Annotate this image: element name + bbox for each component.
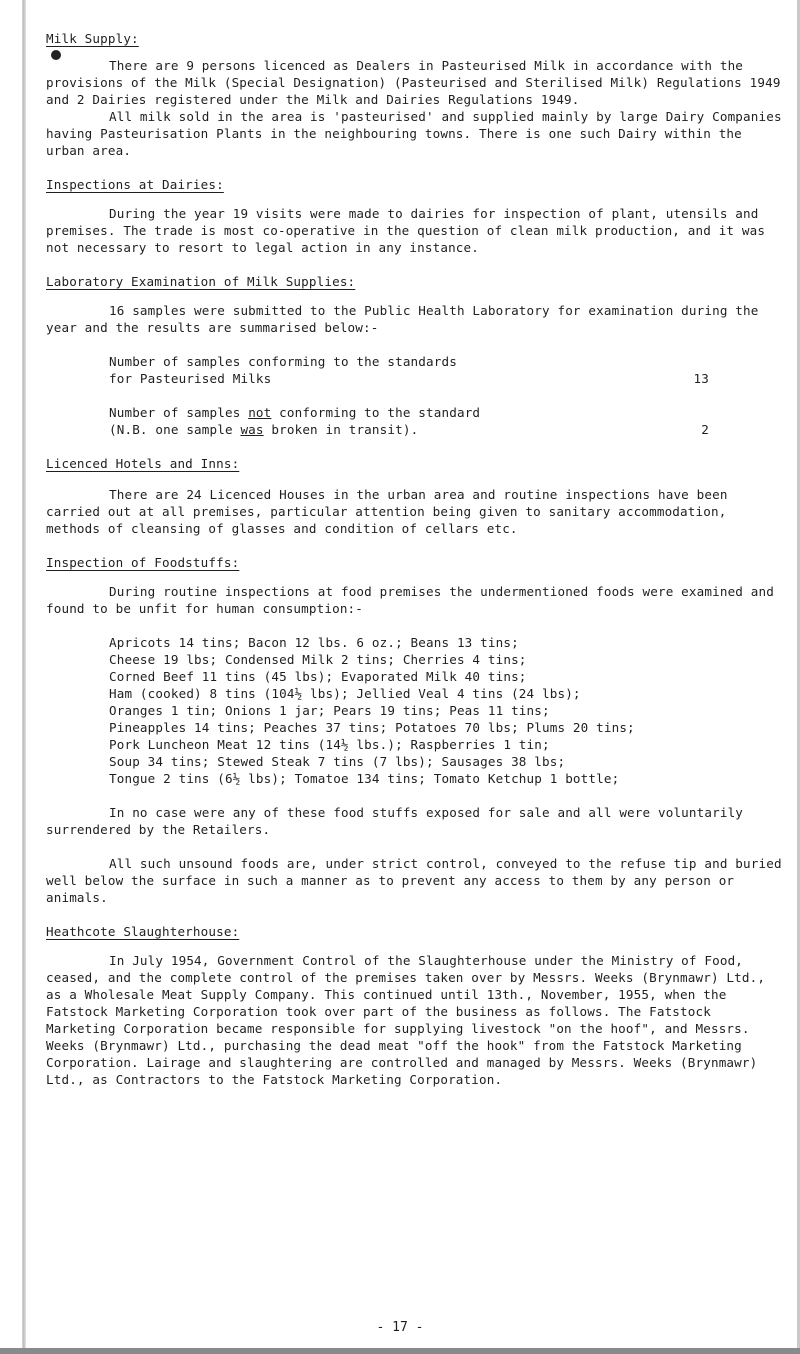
nonconforming-row bbox=[109, 421, 709, 438]
unfit-foods-list bbox=[109, 634, 786, 787]
heading-slaughterhouse: Heathcote Slaughterhouse: bbox=[46, 924, 240, 939]
food-list-line: Ham (cooked) 8 tins (104½ lbs); Jellied Veal 4 tins (24 lbs); bbox=[109, 686, 581, 701]
conforming-row bbox=[109, 370, 709, 387]
paragraph-surrendered: In no case were any of these food stuffs exposed for sale and all were voluntarily surrendered by the Retailers. bbox=[46, 805, 744, 837]
food-list-line: Cheese 19 lbs; Condensed Milk 2 tins; Cherries 4 tins; bbox=[109, 652, 527, 667]
food-list-line: Pineapples 14 tins; Peaches 37 tins; Potatoes 70 lbs; Plums 20 tins; bbox=[109, 720, 635, 735]
paragraph-slaughterhouse: In July 1954, Government Control of the Slaughterhouse under the Ministry of Food, ceased, and the complete control of the premises taken over by Messrs. Weeks (Brynmawr) Ltd., as a Wholesale Meat Supply Company. This continued until 13th., November, 1955, when the Fatstock Marketing Corporation took over part of the business as follows. The Fatstock Marketing Corporation became responsible for supplying livestock "on the hoof", and Messrs. Weeks (Brynmawr) Ltd., purchasing the dead meat "off the hook" from the Fatstock Marketing Corporation. Lairage and slaughtering are controlled and managed by Messrs. Weeks (Brynmawr) Ltd., as Contractors to the Fatstock Marketing Corporation. bbox=[46, 953, 766, 1087]
paragraph-dairy-visits: During the year 19 visits were made to dairies for inspection of plant, utensils and premises. The trade is most co-operative in the question of clean milk production, and it was not necessary to resort to legal action in any instance. bbox=[46, 206, 766, 255]
binding-edge bbox=[22, 0, 26, 1354]
paragraph-lab-samples: 16 samples were submitted to the Public Health Laboratory for examination during the year and the results are summarised below:- bbox=[46, 303, 759, 335]
heading-inspections-dairies: Inspections at Dairies: bbox=[46, 177, 224, 192]
conforming-value: 13 bbox=[693, 371, 709, 386]
lab-results bbox=[109, 353, 786, 438]
heading-licenced-hotels: Licenced Hotels and Inns: bbox=[46, 456, 240, 471]
paragraph-licenced-houses: There are 24 Licenced Houses in the urban area and routine inspections have been carried out at all premises, particular attention being given to sanitary accommodation, methods of cleansing of glasses and condition of cellars etc. bbox=[46, 487, 728, 536]
heading-lab-examination: Laboratory Examination of Milk Supplies: bbox=[46, 274, 356, 289]
food-list-line: Pork Luncheon Meat 12 tins (14½ lbs.); Raspberries 1 tin; bbox=[109, 737, 550, 752]
paragraph-milk-pasteurised: All milk sold in the area is 'pasteurised' and supplied mainly by large Dairy Companies having Pasteurisation Plants in the neighbouring towns. There is one such Dairy within the urban area. bbox=[46, 109, 782, 158]
heading-foodstuffs: Inspection of Foodstuffs: bbox=[46, 555, 240, 570]
food-list-line: Apricots 14 tins; Bacon 12 lbs. 6 oz.; Beans 13 tins; bbox=[109, 635, 519, 650]
paragraph-disposal: All such unsound foods are, under strict control, conveyed to the refuse tip and buried well below the surface in such a manner as to prevent any access to them by any person or animals. bbox=[46, 856, 782, 905]
food-list-line: Soup 34 tins; Stewed Steak 7 tins (7 lbs); Sausages 38 lbs; bbox=[109, 754, 566, 769]
conforming-label-line2: for Pasteurised Milks bbox=[109, 371, 272, 386]
conforming-label-line1: Number of samples conforming to the standards bbox=[109, 354, 457, 369]
food-list-line: Oranges 1 tin; Onions 1 jar; Pears 19 tins; Peas 11 tins; bbox=[109, 703, 550, 718]
paragraph-food-inspections: During routine inspections at food premises the undermentioned foods were examined and found to be unfit for human consumption:- bbox=[46, 584, 774, 616]
document-body bbox=[46, 30, 786, 1088]
page-bottom-edge bbox=[0, 1348, 800, 1354]
nonconforming-value: 2 bbox=[701, 422, 709, 437]
paragraph-milk-dealers: There are 9 persons licenced as Dealers in Pasteurised Milk in accordance with the provisions of the Milk (Special Designation) (Pasteurised and Sterilised Milk) Regulations 1949 and 2 Dairies registered under the Milk and Dairies Regulations 1949. bbox=[46, 58, 781, 107]
food-list-line: Corned Beef 11 tins (45 lbs); Evaporated Milk 40 tins; bbox=[109, 669, 527, 684]
heading-milk-supply: Milk Supply: bbox=[46, 31, 139, 46]
food-list-line: Tongue 2 tins (6½ lbs); Tomatoe 134 tins; Tomato Ketchup 1 bottle; bbox=[109, 771, 620, 786]
nonconforming-label-line1: Number of samples not conforming to the standard bbox=[109, 405, 481, 420]
page-number: - 17 - bbox=[376, 1320, 424, 1335]
nonconforming-label-line2: (N.B. one sample was broken in transit). bbox=[109, 422, 419, 437]
